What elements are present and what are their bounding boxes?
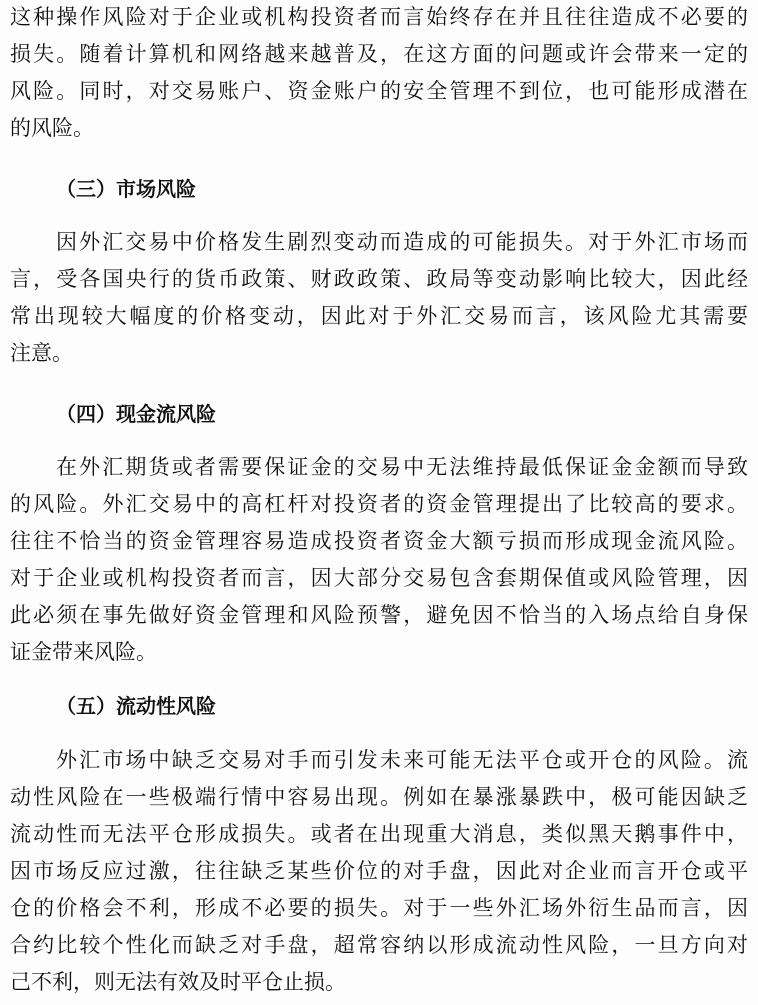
- paragraph-line: 动性风险在一些极端行情中容易出现。例如在暴涨暴跌中，极可能因缺乏: [10, 785, 748, 809]
- intro-line: 的风险。: [10, 116, 94, 140]
- intro-line: 这种操作风险对于企业或机构投资者而言始终存在并且往往造成不必要的: [10, 5, 748, 29]
- paragraph-line: 因市场反应过激，往往缺乏某些价位的对手盘，因此对企业而言开仓或平: [10, 859, 748, 883]
- paragraph-line: 证金带来风险。: [10, 640, 157, 664]
- paragraph-line: 的风险。外汇交易中的高杠杆对投资者的资金管理提出了比较高的要求。: [10, 492, 748, 516]
- paragraph-line: 言，受各国央行的货币政策、财政政策、政局等变动影响比较大，因此经: [10, 267, 748, 291]
- intro-line: 损失。随着计算机和网络越来越普及，在这方面的问题或许会带来一定的: [10, 42, 748, 66]
- paragraph-line: 仓的价格会不利，形成不必要的损失。对于一些外汇场外衍生品而言，因: [10, 896, 748, 920]
- paragraph-line: 因外汇交易中价格发生剧烈变动而造成的可能损失。对于外汇市场而: [56, 230, 748, 254]
- intro-line: 风险。同时，对交易账户、资金账户的安全管理不到位，也可能形成潜在: [10, 79, 748, 103]
- paragraph-line: 己不利，则无法有效及时平仓止损。: [10, 970, 346, 994]
- paragraph-line: 对于企业或机构投资者而言，因大部分交易包含套期保值或风险管理，因: [10, 566, 748, 590]
- paragraph-line: 此必须在事先做好资金管理和风险预警，避免因不恰当的入场点给自身保: [10, 603, 748, 627]
- section-heading-cash-flow-risk: （四）现金流风险: [56, 402, 216, 426]
- paragraph-line: 往往不恰当的资金管理容易造成投资者资金大额亏损而形成现金流风险。: [10, 529, 748, 553]
- section-heading-market-risk: （三）市场风险: [56, 177, 196, 201]
- section-heading-liquidity-risk: （五）流动性风险: [56, 694, 216, 718]
- paragraph-line: 注意。: [10, 341, 73, 365]
- paragraph-line: 在外汇期货或者需要保证金的交易中无法维持最低保证金金额而导致: [56, 455, 748, 479]
- paragraph-line: 外汇市场中缺乏交易对手而引发未来可能无法平仓或开仓的风险。流: [56, 748, 748, 772]
- paragraph-line: 合约比较个性化而缺乏对手盘，超常容纳以形成流动性风险，一旦方向对: [10, 933, 748, 957]
- paragraph-line: 流动性而无法平仓形成损失。或者在出现重大消息，类似黑天鹅事件中，: [10, 822, 748, 846]
- paragraph-line: 常出现较大幅度的价格变动，因此对于外汇交易而言，该风险尤其需要: [10, 304, 748, 328]
